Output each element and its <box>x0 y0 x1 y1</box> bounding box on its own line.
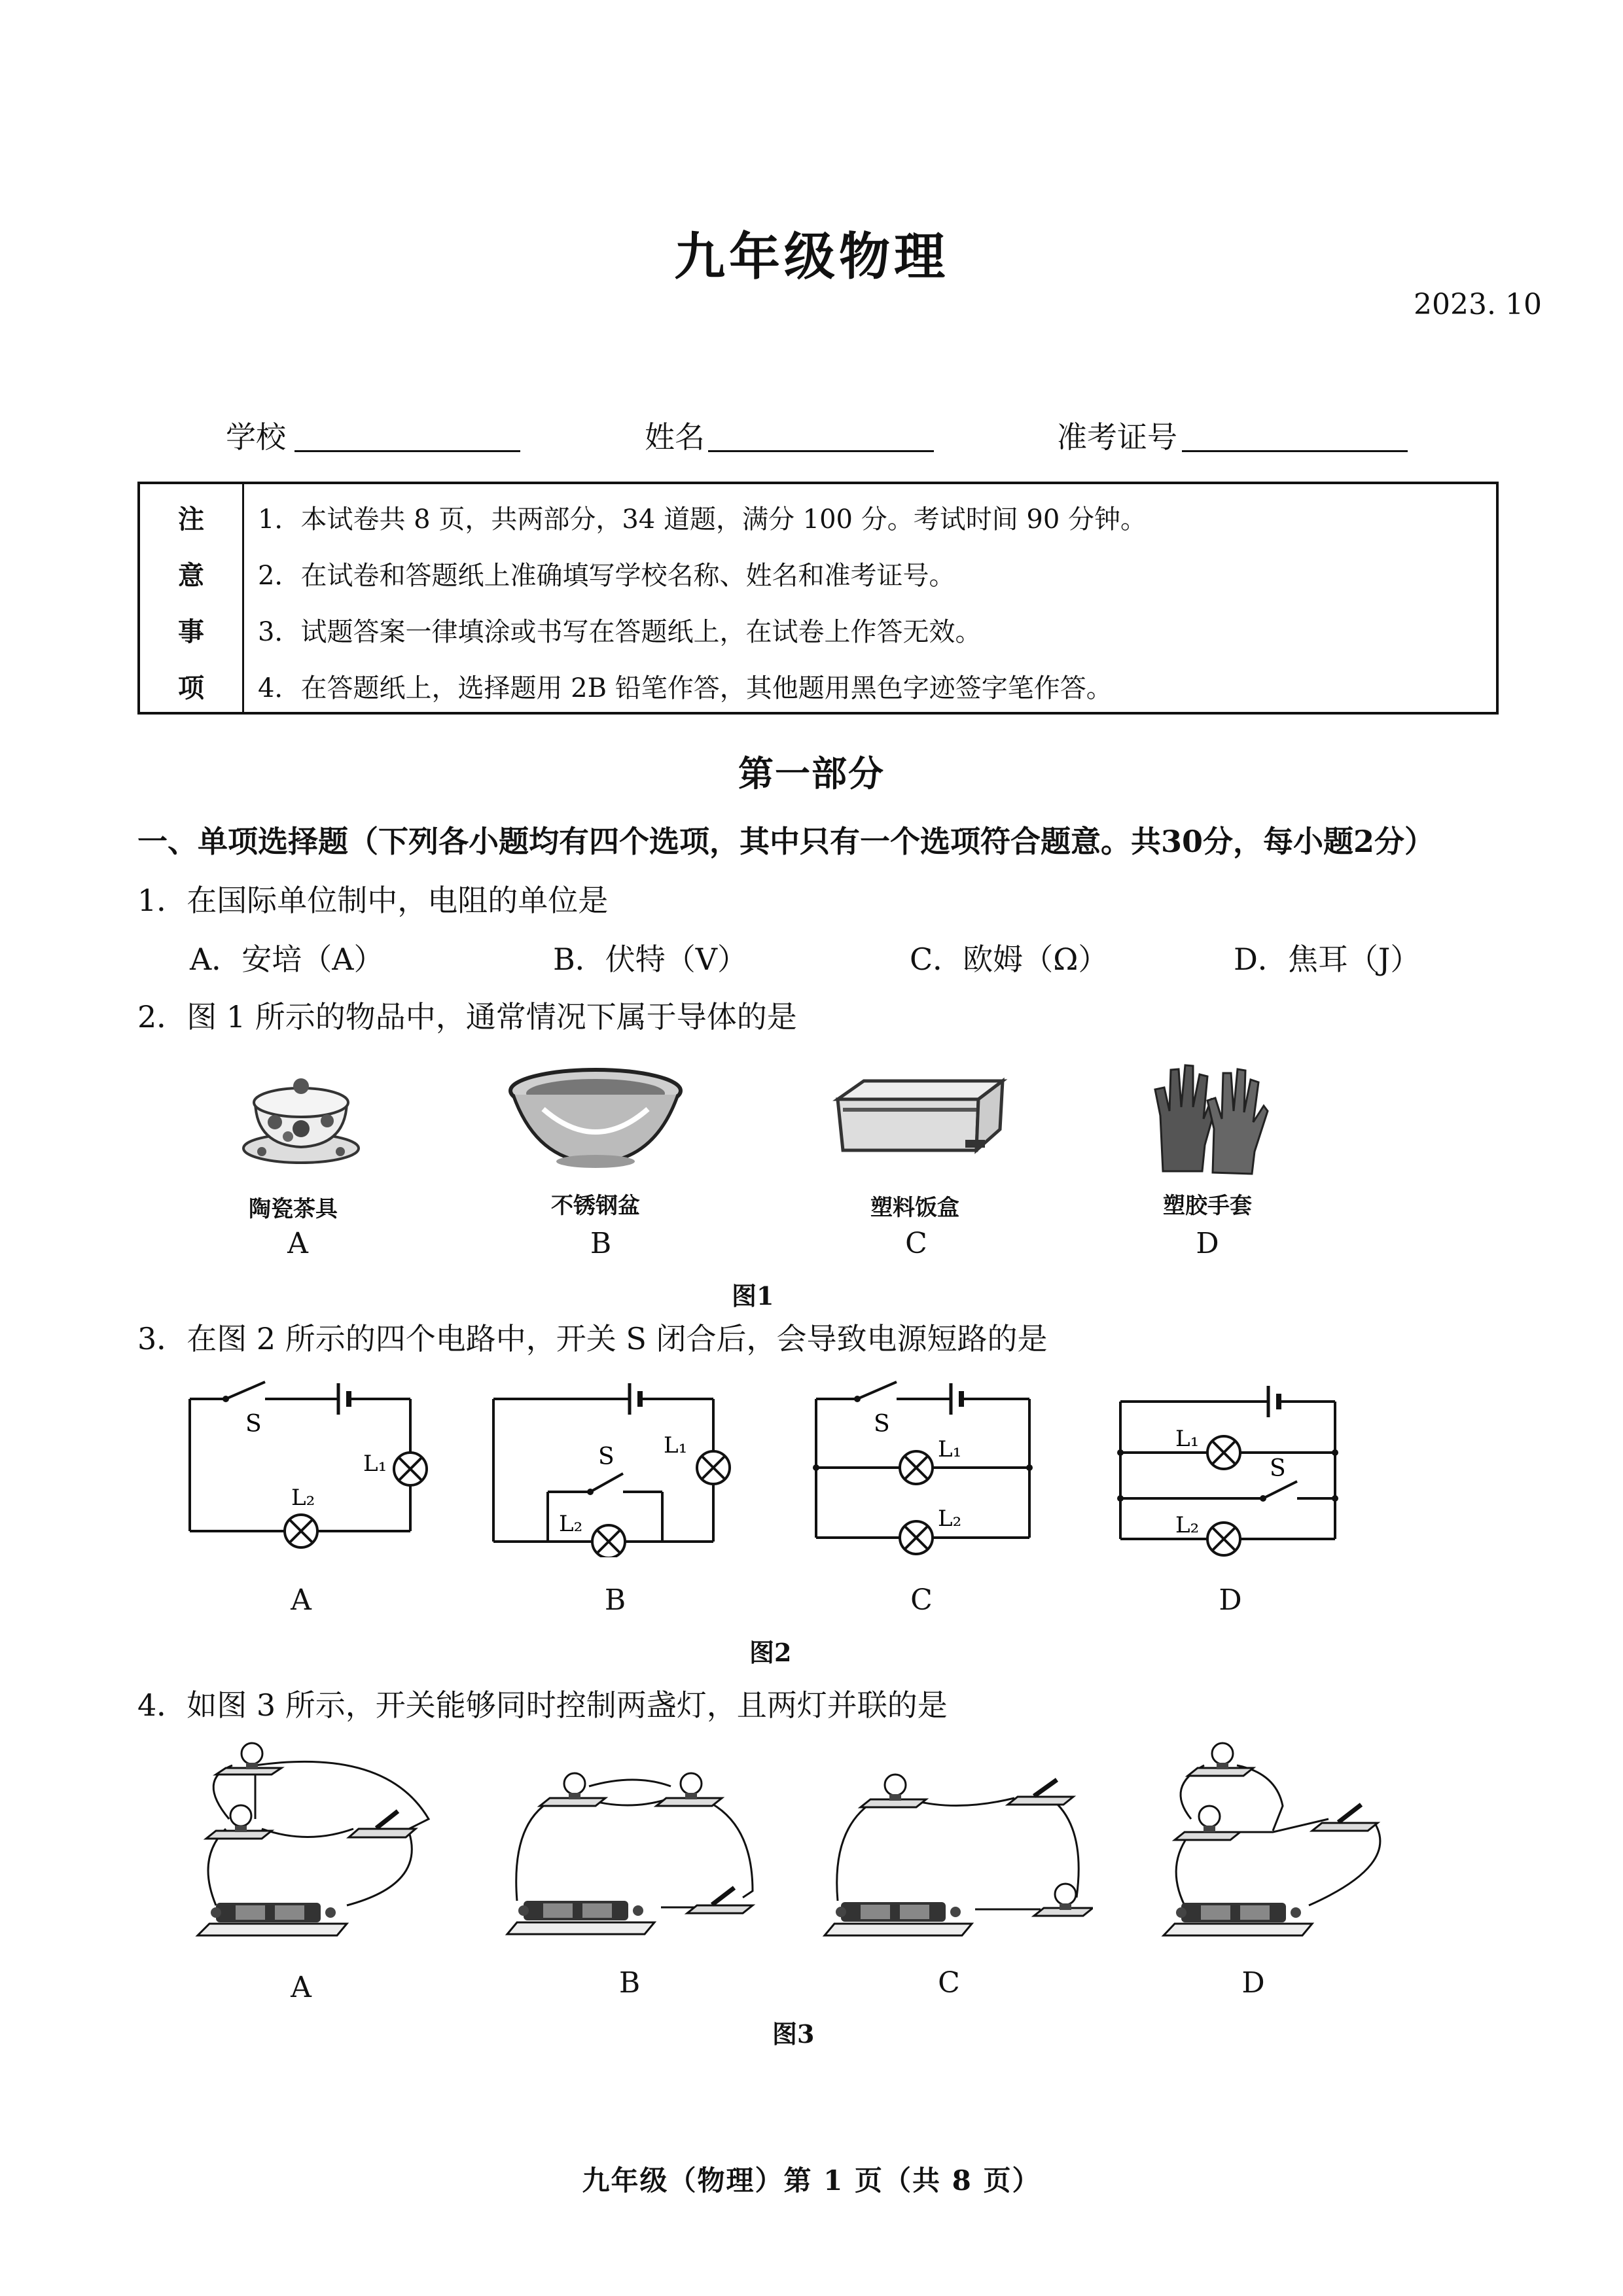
notice-item: 4．在答题纸上，选择题用 2B 铅笔作答，其他题用黑色字迹签字笔作答。 <box>258 673 1113 703</box>
figure-1-label: 图1 <box>732 1281 774 1311</box>
question-1-stem: 1．在国际单位制中，电阻的单位是 <box>137 883 609 918</box>
notice-label-char: 事 <box>178 616 204 647</box>
item-caption-c: 塑料饭盒 <box>870 1195 959 1221</box>
physical-circuit-a <box>190 1734 452 1950</box>
physical-circuit-d <box>1158 1734 1407 1950</box>
fig1-letter-d: D <box>1196 1227 1219 1260</box>
exam-id-label: 准考证号 <box>1057 419 1177 455</box>
item-caption-d: 塑胶手套 <box>1163 1193 1252 1219</box>
fig2-letter-c: C <box>910 1583 933 1617</box>
notice-item: 3．试题答案一律填涂或书写在答题纸上，在试卷上作答无效。 <box>258 617 982 647</box>
fig1-letter-c: C <box>905 1227 927 1260</box>
school-label: 学校 <box>226 419 286 455</box>
item-caption-b: 不锈钢盆 <box>551 1193 640 1219</box>
lamp2-label: L₂ <box>559 1511 583 1537</box>
lamp1-label: L₁ <box>363 1451 387 1477</box>
circuit-diagram-b <box>486 1374 747 1557</box>
name-label: 姓名 <box>645 419 705 455</box>
question-3-stem: 3．在图 2 所示的四个电路中，开关 S 闭合后，会导致电源短路的是 <box>137 1321 1048 1356</box>
question-4-stem: 4．如图 3 所示，开关能够同时控制两盏灯，且两灯并联的是 <box>137 1687 948 1723</box>
physical-circuit-c <box>818 1760 1093 1950</box>
section-title: 一、单项选择题（下列各小题均有四个选项，其中只有一个选项符合题意。共30分，每小题2分） <box>137 824 1435 859</box>
item-caption-a: 陶瓷茶具 <box>249 1196 338 1222</box>
school-field[interactable] <box>294 417 520 452</box>
lamp1-label: L₁ <box>664 1432 688 1458</box>
fig3-letter-d: D <box>1241 1966 1265 2000</box>
circuit-diagram-c <box>808 1374 1070 1557</box>
fig1-letter-b: B <box>590 1227 612 1260</box>
notice-item: 2．在试卷和答题纸上准确填写学校名称、姓名和准考证号。 <box>258 561 955 591</box>
fig1-letter-a: A <box>287 1227 308 1260</box>
fig3-letter-b: B <box>618 1966 641 2000</box>
q1-option-b[interactable]: B．伏特（V） <box>553 942 748 977</box>
notice-item: 1．本试卷共 8 页，共两部分，34 道题，满分 100 分。考试时间 90 分钟。 <box>258 504 1147 535</box>
page-title: 九年级物理 <box>673 227 949 287</box>
plastic-lunch-box-image <box>831 1073 1008 1171</box>
switch-label: S <box>1270 1455 1286 1482</box>
switch-label: S <box>245 1411 262 1438</box>
fig3-letter-c: C <box>938 1966 960 2000</box>
ceramic-tea-set-image <box>236 1063 366 1178</box>
notice-box <box>137 482 1499 715</box>
notice-label-column <box>140 484 244 712</box>
lamp1-label: L₁ <box>1175 1426 1200 1452</box>
circuit-diagram-a <box>180 1374 442 1557</box>
q1-option-a[interactable]: A．安培（A） <box>190 942 384 977</box>
lamp1-label: L₁ <box>938 1436 962 1462</box>
notice-label-char: 项 <box>178 673 204 703</box>
figure-2-label: 图2 <box>749 1638 792 1667</box>
lamp2-label: L₂ <box>1175 1512 1200 1538</box>
circuit-diagram-d <box>1113 1374 1374 1557</box>
lamp2-label: L₂ <box>938 1506 962 1532</box>
exam-date: 2023. 10 <box>1414 288 1542 321</box>
exam-id-field[interactable] <box>1182 417 1408 452</box>
q1-option-d[interactable]: D．焦耳（J） <box>1234 942 1421 977</box>
rubber-gloves-image <box>1149 1060 1270 1178</box>
switch-label: S <box>598 1443 615 1470</box>
fig2-letter-d: D <box>1219 1583 1242 1617</box>
lamp-holder <box>216 1743 281 1775</box>
fig2-letter-b: B <box>604 1583 626 1617</box>
notice-label-char: 注 <box>178 504 204 535</box>
notice-label-char: 意 <box>178 560 204 591</box>
lamp2-label: L₂ <box>291 1485 315 1511</box>
name-field[interactable] <box>708 417 934 452</box>
fig2-letter-a: A <box>291 1583 312 1617</box>
part-title: 第一部分 <box>738 752 885 794</box>
page-footer: 九年级（物理）第 1 页（共 8 页） <box>582 2164 1041 2197</box>
q1-option-c[interactable]: C．欧姆（Ω） <box>910 942 1109 977</box>
stainless-steel-basin-image <box>504 1063 687 1174</box>
fig3-letter-a: A <box>291 1971 312 2004</box>
physical-circuit-b <box>504 1760 766 1950</box>
question-2-stem: 2．图 1 所示的物品中，通常情况下属于导体的是 <box>137 999 797 1034</box>
figure-3-label: 图3 <box>772 2019 815 2049</box>
switch-label: S <box>874 1411 890 1438</box>
